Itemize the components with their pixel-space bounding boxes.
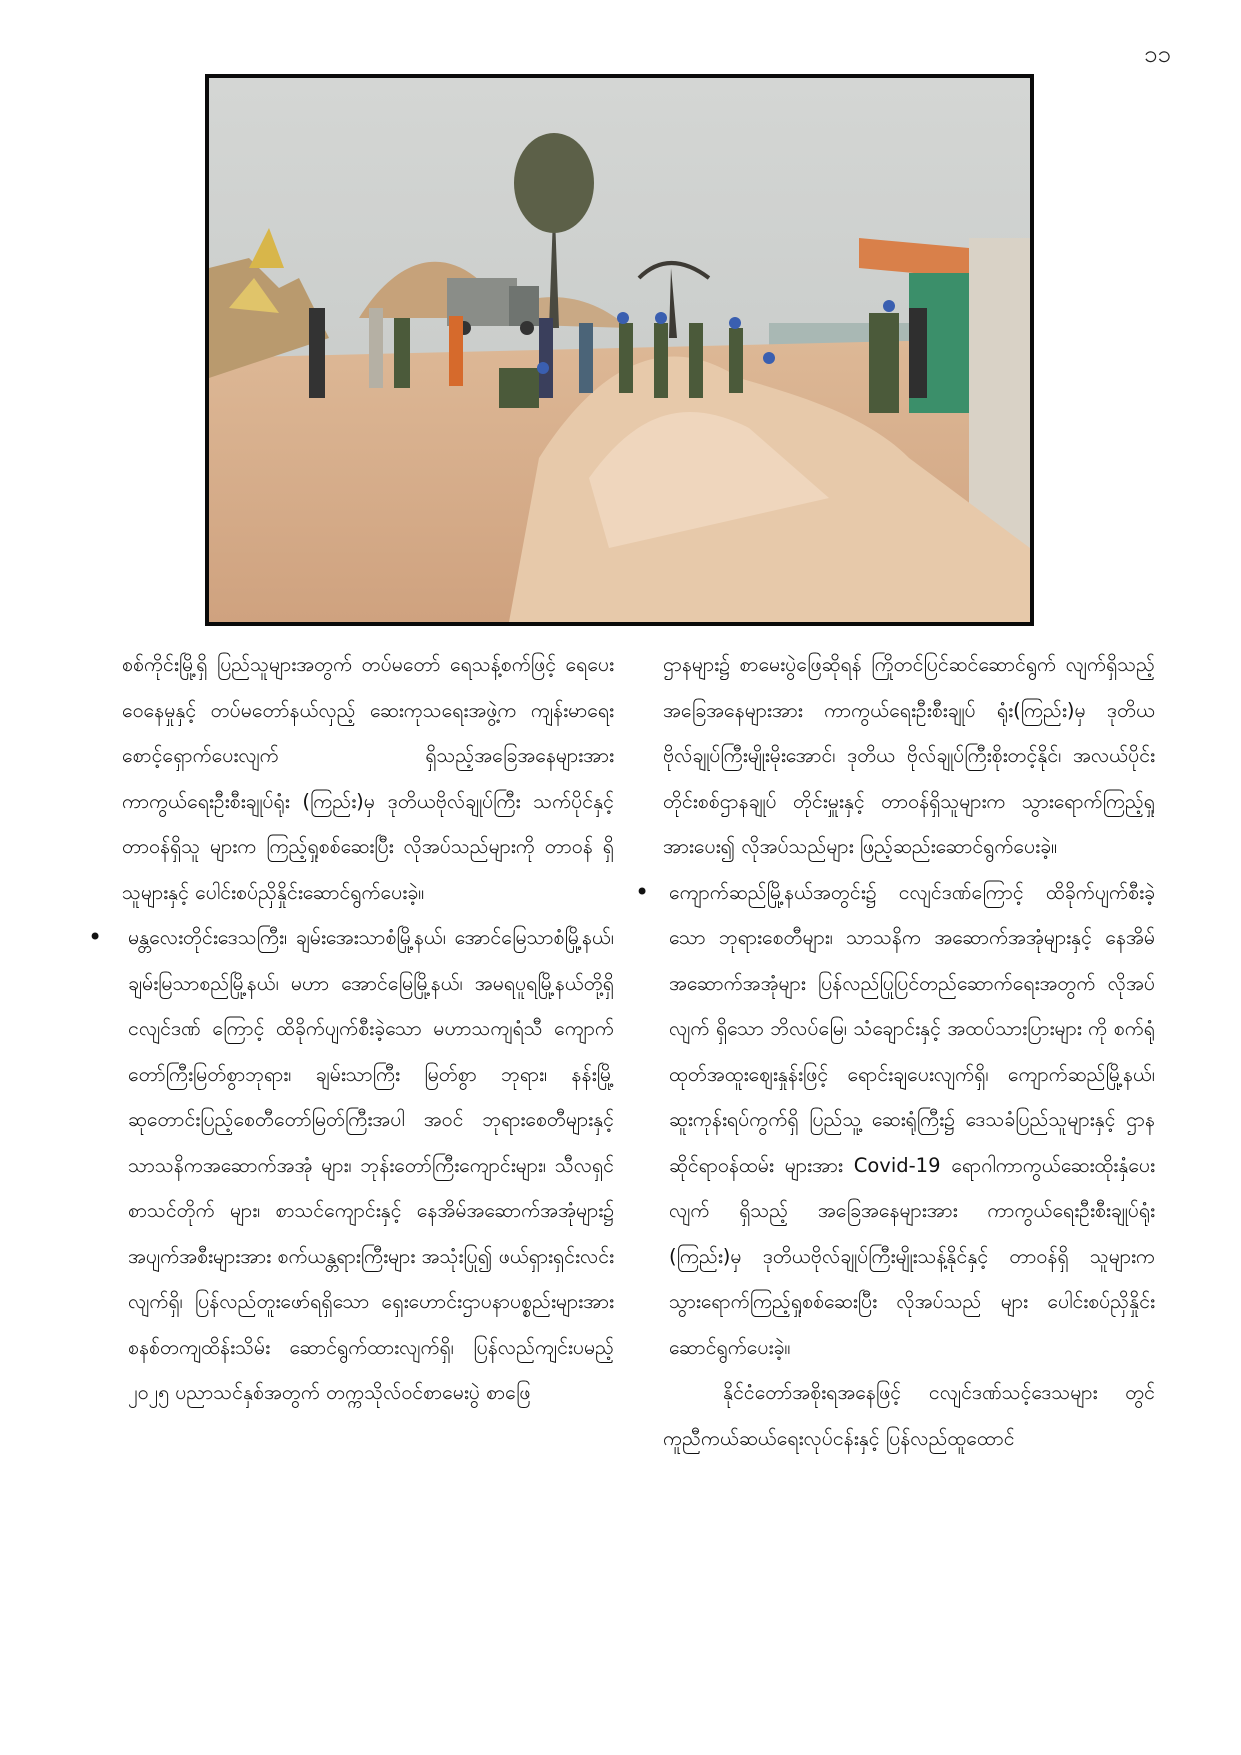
bullet-text-kyaukse: ကျောက်ဆည်မြို့နယ်အတွင်း၌ ငလျင်ဒဏ်ကြောင့် ထိခိုက်ပျက်စီးခဲ့သော ဘုရားစေတီများ၊ သာသနိက အဆောက်အအုံများနှင့် နေအိမ်အဆောက်အအုံများ ပြန်လည်ပြုပြင်တည်ဆောက်ရေးအတွက် လိုအပ်လျက် ရှိသော ဘိလပ်မြေ၊ သံချောင်းနှင့် အထပ်သားပြားများ ကို စက်ရုံထုတ်အထူးဈေးနှုန်းဖြင့် ရောင်းချပေးလျက်ရှိ၊ ကျောက်ဆည်မြို့နယ်၊ ဆူးကုန်းရပ်ကွက်ရှိ ပြည်သူ့ ဆေးရုံကြီး၌ ဒေသခံပြည်သူများနှင့် ဌာနဆိုင်ရာဝန်ထမ်း များအား Covid-19 ရောဂါကာကွယ်ဆေးထိုးနှံပေးလျက် ရှိသည့် အခြေအနေများအား ကာကွယ်ရေးဦးစီးချုပ်ရုံး (ကြည်း)မှ ဒုတိယဗိုလ်ချုပ်ကြီးမျိုးသန့်နိုင်နှင့် တာဝန်ရှိ သူများက သွားရောက်ကြည့်ရှုစစ်ဆေးပြီး လိုအပ်သည် များ ပေါင်းစပ်ညှိနှိုင်းဆောင်ရွက်ပေးခဲ့။	[669, 880, 1155, 1359]
right-text-column	[635, 642, 1155, 1461]
paragraph-government: နိုင်ငံတော်အစိုးရအနေဖြင့် ငလျင်ဒဏ်သင့်ဒေသများ တွင် ကူညီကယ်ဆယ်ရေးလုပ်ငန်းနှင့် ပြန်လည်ထူထောင်	[663, 1381, 1155, 1450]
paragraph-continuation: ဌာနများ၌ စာမေးပွဲဖြေဆိုရန် ကြိုတင်ပြင်ဆင်ဆောင်ရွက် လျက်ရှိသည့်အခြေအနေများအား ကာကွယ်ရေးဦးစီးချုပ် ရုံး(ကြည်း)မှ ဒုတိယဗိုလ်ချုပ်ကြီးမျိုးမိုးအောင်၊ ဒုတိယ ဗိုလ်ချုပ်ကြီးစိုးတင့်နိုင်၊ အလယ်ပိုင်းတိုင်းစစ်ဌာနချုပ် တိုင်းမှူးနှင့် တာဝန်ရှိသူများက သွားရောက်ကြည့်ရှု အားပေး၍ လိုအပ်သည်များ ဖြည့်ဆည်းဆောင်ရွက်ပေးခဲ့။	[663, 653, 1155, 858]
bullet-icon: •	[635, 877, 650, 906]
news-photo	[205, 74, 1034, 626]
paragraph-sagaing: စစ်ကိုင်းမြို့ရှိ ပြည်သူများအတွက် တပ်မတော် ရေသန့်စက်ဖြင့် ရေပေးဝေနေမှုနှင့် တပ်မတော်နယ်လှည့် ဆေးကုသရေးအဖွဲ့က ကျန်းမာရေးစောင့်ရှောက်ပေးလျက် ရှိသည့်အခြေအနေများအား ကာကွယ်ရေးဦးစီးချုပ်ရုံး (ကြည်း)မှ ဒုတိယဗိုလ်ချုပ်ကြီး သက်ပိုင်နှင့် တာဝန်ရှိသူ များက ကြည့်ရှုစစ်ဆေးပြီး လိုအပ်သည်များကို တာဝန် ရှိသူများနှင့် ပေါင်းစပ်ညှိနှိုင်းဆောင်ရွက်ပေးခဲ့။	[122, 653, 614, 904]
bullet-item-kyaukse	[635, 870, 1155, 1371]
left-text-column	[88, 642, 614, 1416]
bullet-icon: •	[88, 923, 103, 951]
page-number: ၁၁	[1144, 40, 1171, 68]
photo-of-soldiers-clearing-rubble-icon	[209, 78, 1030, 622]
bullet-text-mandalay: မန္တလေးတိုင်းဒေသကြီး၊ ချမ်းအေးသာစံမြို့နယ်၊ အောင်မြေသာစံမြို့နယ်၊ ချမ်းမြသာစည်မြို့နယ်၊ မဟာ အောင်မြေမြို့နယ်၊ အမရပူရမြို့နယ်တို့ရှိ ငလျင်ဒဏ် ကြောင့် ထိခိုက်ပျက်စီးခဲ့သော မဟာသကျရံသီ ကျောက်တော်ကြီးမြတ်စွာဘုရား၊ ချမ်းသာကြီး မြတ်စွာ ဘုရား၊ နန်းမြို့ဆုတောင်းပြည့်စေတီတော်မြတ်ကြီးအပါ အဝင် ဘုရားစေတီများနှင့် သာသနိကအဆောက်အအုံ များ၊ ဘုန်းတော်ကြီးကျောင်းများ၊ သီလရှင်စာသင်တိုက် များ၊ စာသင်ကျောင်းနှင့် နေအိမ်အဆောက်အအုံများ၌ အပျက်အစီးများအား စက်ယန္တရားကြီးများ အသုံးပြု၍ ဖယ်ရှားရှင်းလင်းလျက်ရှိ၊ ပြန်လည်တူးဖော်ရရှိသော ရှေးဟောင်းဌာပနာပစ္စည်းများအား စနစ်တကျထိန်းသိမ်း ဆောင်ရွက်ထားလျက်ရှိ၊ ပြန်လည်ကျင်းပမည့် ၂၀၂၅ ပညာသင်နှစ်အတွက် တက္ကသိုလ်ဝင်စာမေးပွဲ စာဖြေ	[128, 926, 614, 1404]
bullet-item-mandalay	[88, 915, 614, 1416]
